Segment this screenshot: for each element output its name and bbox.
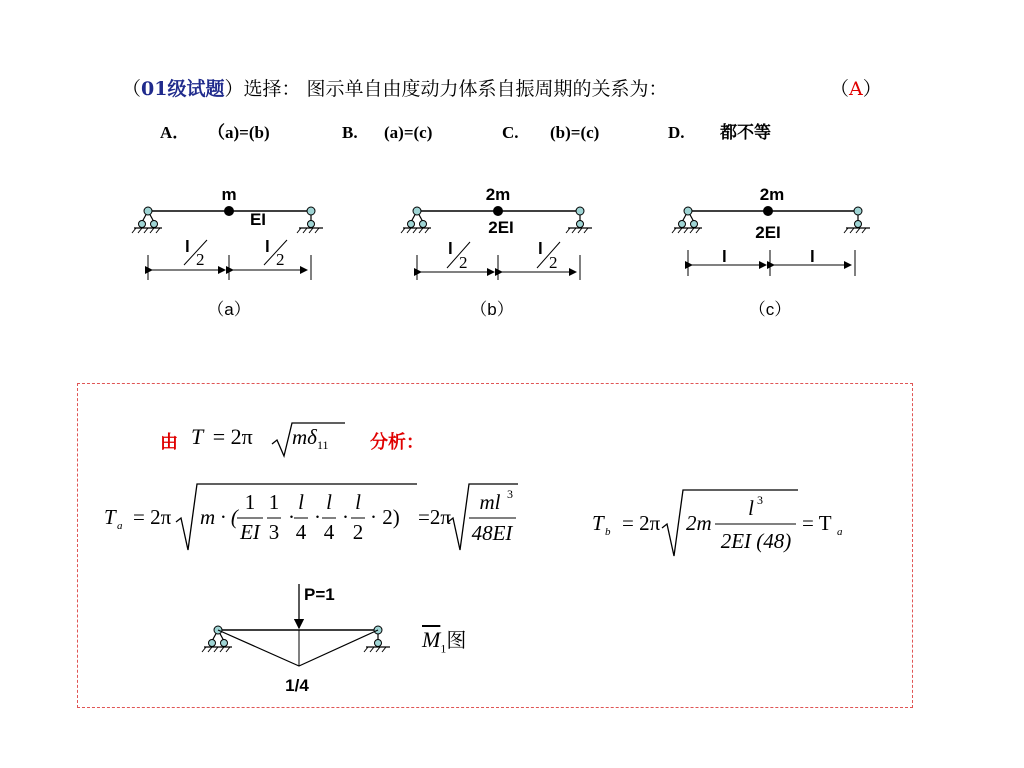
svg-text:b: b <box>605 526 611 538</box>
svg-text:T: T <box>592 511 604 535</box>
diagram-b <box>401 185 592 319</box>
svg-text:= T: = T <box>802 511 832 535</box>
option-c-key: C. <box>502 123 519 142</box>
stiffness-label-b: 2EI <box>488 218 514 237</box>
svg-text:3: 3 <box>757 493 763 507</box>
svg-text:1: 1 <box>268 490 280 514</box>
load-label: P=1 <box>304 585 335 604</box>
mass-point-icon <box>493 206 503 216</box>
span-left-c: l <box>722 247 727 266</box>
mass-point-icon <box>224 206 234 216</box>
caption-c: （c） <box>748 300 792 319</box>
question-text: 选择： 图示单自由度动力体系自振周期的关系为： <box>243 78 668 100</box>
svg-text:= 2π: = 2π <box>133 505 172 529</box>
svg-text:·: · <box>288 505 295 529</box>
moment-diagram <box>190 578 420 698</box>
stiffness-label-a: EI <box>249 210 267 229</box>
span-left-a: l <box>185 237 190 256</box>
mass-label-c: 2m <box>759 185 785 204</box>
beam-diagrams <box>0 0 1024 380</box>
svg-text:=2π: =2π <box>418 505 451 529</box>
moment-diagram-outline <box>218 630 378 666</box>
exam-tag: 01级试题 <box>141 78 225 100</box>
span-left-b: l <box>448 239 453 258</box>
svg-text:a: a <box>837 526 843 538</box>
option-a-text: （a)=(b) <box>208 123 270 142</box>
svg-text:EI: EI <box>240 520 260 544</box>
diagram-a <box>132 185 323 319</box>
analysis-suffix: 分析： <box>370 432 424 453</box>
option-b-text: (a)=(c) <box>384 123 433 142</box>
option-a-key: A． <box>160 123 190 142</box>
svg-text:2m: 2m <box>686 511 712 535</box>
answer: （A） <box>830 78 882 100</box>
period-formula: T = 2π <box>191 424 253 449</box>
svg-text:·: · <box>342 505 349 529</box>
answer-letter: A <box>849 78 863 100</box>
svg-text:T: T <box>104 505 116 529</box>
close-paren: ） <box>224 78 244 100</box>
svg-text:l: l <box>326 490 332 514</box>
svg-text:48EI: 48EI <box>471 521 513 545</box>
svg-text:a: a <box>117 520 123 532</box>
moment-value: 1/4 <box>285 676 309 695</box>
svg-text:4: 4 <box>295 520 307 544</box>
svg-text:ml: ml <box>479 490 501 514</box>
svg-text:2: 2 <box>352 520 364 544</box>
caption-a: （a） <box>207 300 251 319</box>
svg-text:4: 4 <box>323 520 335 544</box>
moment-diagram-label: $\overline{M}_1$图 <box>422 627 467 656</box>
span-right-b: l <box>538 239 543 258</box>
span-left-den-b: 2 <box>459 253 468 272</box>
mass-label-a: m <box>221 185 237 204</box>
option-b-key: B. <box>342 123 358 142</box>
svg-text:3: 3 <box>507 487 513 501</box>
svg-text:l: l <box>298 490 304 514</box>
svg-text:1: 1 <box>244 490 256 514</box>
span-right-c: l <box>810 247 815 266</box>
analysis-prefix: 由 <box>160 432 178 453</box>
analysis-intro <box>160 428 178 454</box>
radical-content: $m\delta_{11}$ <box>292 425 329 453</box>
svg-text:3: 3 <box>268 520 280 544</box>
option-d-key: D. <box>668 123 685 142</box>
span-right-a: l <box>265 237 270 256</box>
open-paren: （ <box>122 78 142 100</box>
span-right-den-a: 2 <box>276 250 285 269</box>
svg-text:= 2π: = 2π <box>622 511 661 535</box>
mass-label-b: 2m <box>485 185 511 204</box>
mass-point-icon <box>763 206 773 216</box>
span-right-den-b: 2 <box>549 253 558 272</box>
svg-text:m · (: m · ( <box>200 505 238 529</box>
diagram-c <box>672 185 870 319</box>
svg-text:·: · <box>314 505 321 529</box>
svg-text:· 2): · 2) <box>370 505 400 529</box>
option-c-text: (b)=(c) <box>550 123 600 142</box>
svg-text:l: l <box>748 496 754 520</box>
span-left-den-a: 2 <box>196 250 205 269</box>
option-d-text: 都不等 <box>720 123 771 142</box>
svg-text:l: l <box>355 490 361 514</box>
svg-text:2EI (48): 2EI (48) <box>720 529 792 553</box>
stiffness-label-c: 2EI <box>755 223 781 242</box>
tb-formula <box>588 484 858 559</box>
ta-formula <box>100 478 540 558</box>
caption-b: （b） <box>470 300 514 319</box>
